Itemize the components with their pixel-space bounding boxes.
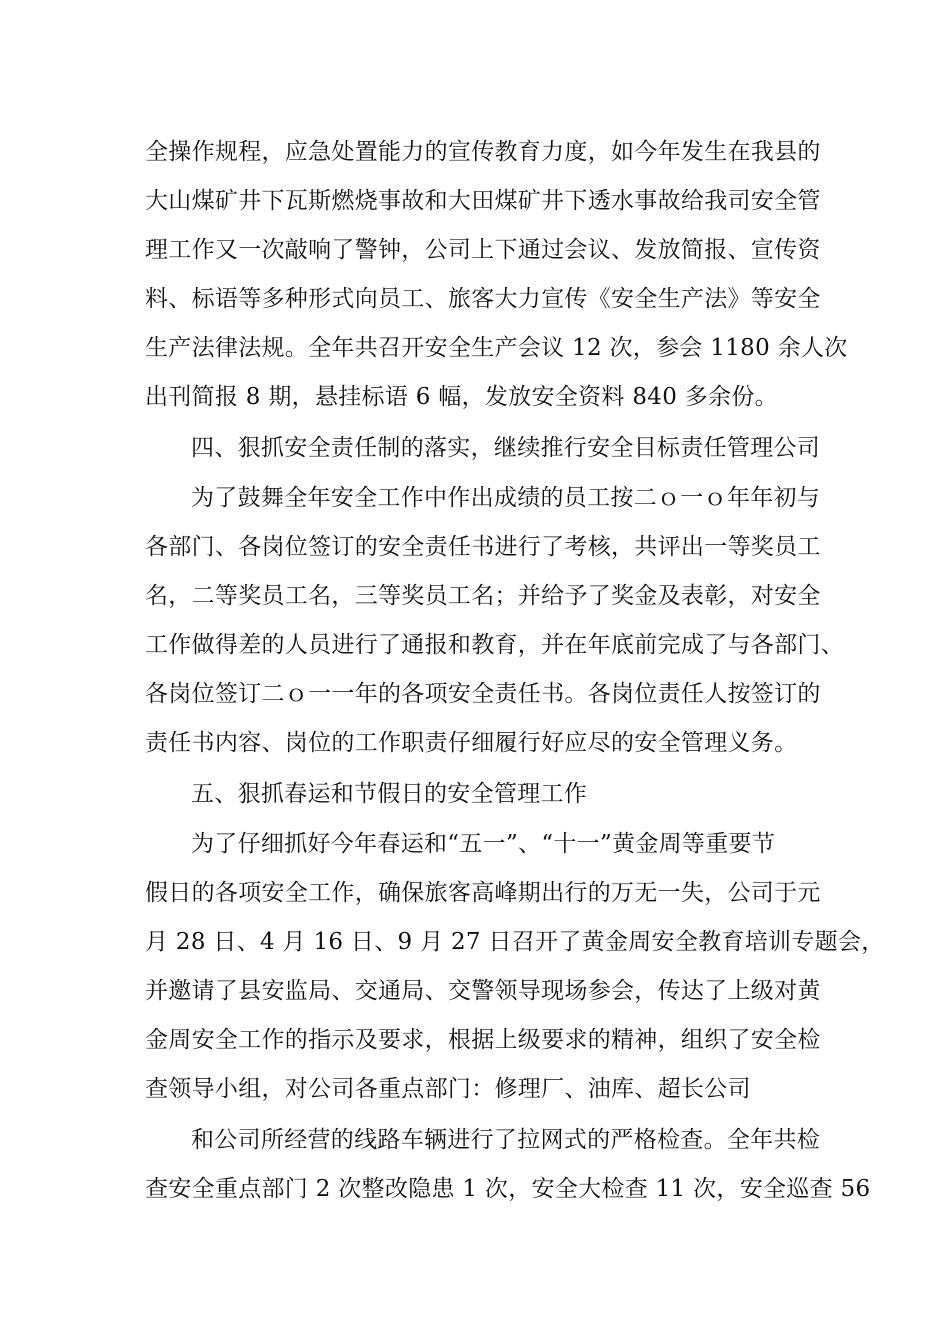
text-line: 金周安全工作的指示及要求，根据上级要求的精神，组织了安全检	[145, 1027, 821, 1053]
text-line: 理工作又一次敲响了警钟，公司上下通过会议、发放简报、宣传资	[145, 237, 821, 263]
text-line: 各岗位签订二ｏ一一年的各项安全责任书。各岗位责任人按签订的	[145, 681, 821, 707]
text-line: 料、标语等多种形式向员工、旅客大力宣传《安全生产法》等安全	[145, 286, 821, 312]
text-line: 生产法律法规。全年共召开安全生产会议 12 次，参会 1180 余人次	[145, 335, 848, 361]
section-heading: 五、狠抓春运和节假日的安全管理工作	[191, 781, 588, 807]
text-line: 名，二等奖员工名，三等奖员工名；并给予了奖金及表彰，对安全	[145, 583, 821, 609]
section-heading: 四、狠抓安全责任制的落实，继续推行安全目标责任管理公司	[191, 435, 821, 461]
text-line: 各部门、各岗位签订的安全责任书进行了考核，共评出一等奖员工	[145, 534, 821, 560]
text-line: 月 28 日、4 月 16 日、9 月 27 日召开了黄金周安全教育培训专题会，	[145, 929, 885, 955]
text-line: 假日的各项安全工作，确保旅客高峰期出行的万无一失，公司于元	[145, 880, 821, 906]
text-line: 并邀请了县安监局、交通局、交警领导现场参会，传达了上级对黄	[145, 978, 821, 1004]
text-line: 责任书内容、岗位的工作职责仔细履行好应尽的安全管理义务。	[145, 730, 798, 756]
text-line: 为了仔细抓好今年春运和“五一”、“十一”黄金周等重要节	[191, 831, 776, 857]
text-line: 为了鼓舞全年安全工作中作出成绩的员工按二ｏ一ｏ年年初与	[191, 485, 821, 511]
text-line: 全操作规程，应急处置能力的宣传教育力度，如今年发生在我县的	[145, 139, 821, 165]
text-line: 查领导小组，对公司各重点部门：修理厂、油库、超长公司	[145, 1076, 751, 1102]
text-line: 查安全重点部门 2 次整改隐患 1 次，安全大检查 11 次，安全巡查 56	[145, 1176, 871, 1202]
text-line: 和公司所经营的线路车辆进行了拉网式的严格检查。全年共检	[191, 1127, 821, 1153]
text-line: 出刊简报 8 期，悬挂标语 6 幅，发放安全资料 840 多余份。	[145, 384, 778, 410]
text-line: 工作做得差的人员进行了通报和教育，并在年底前完成了与各部门、	[145, 632, 844, 658]
text-line: 大山煤矿井下瓦斯燃烧事故和大田煤矿井下透水事故给我司安全管	[145, 188, 821, 214]
